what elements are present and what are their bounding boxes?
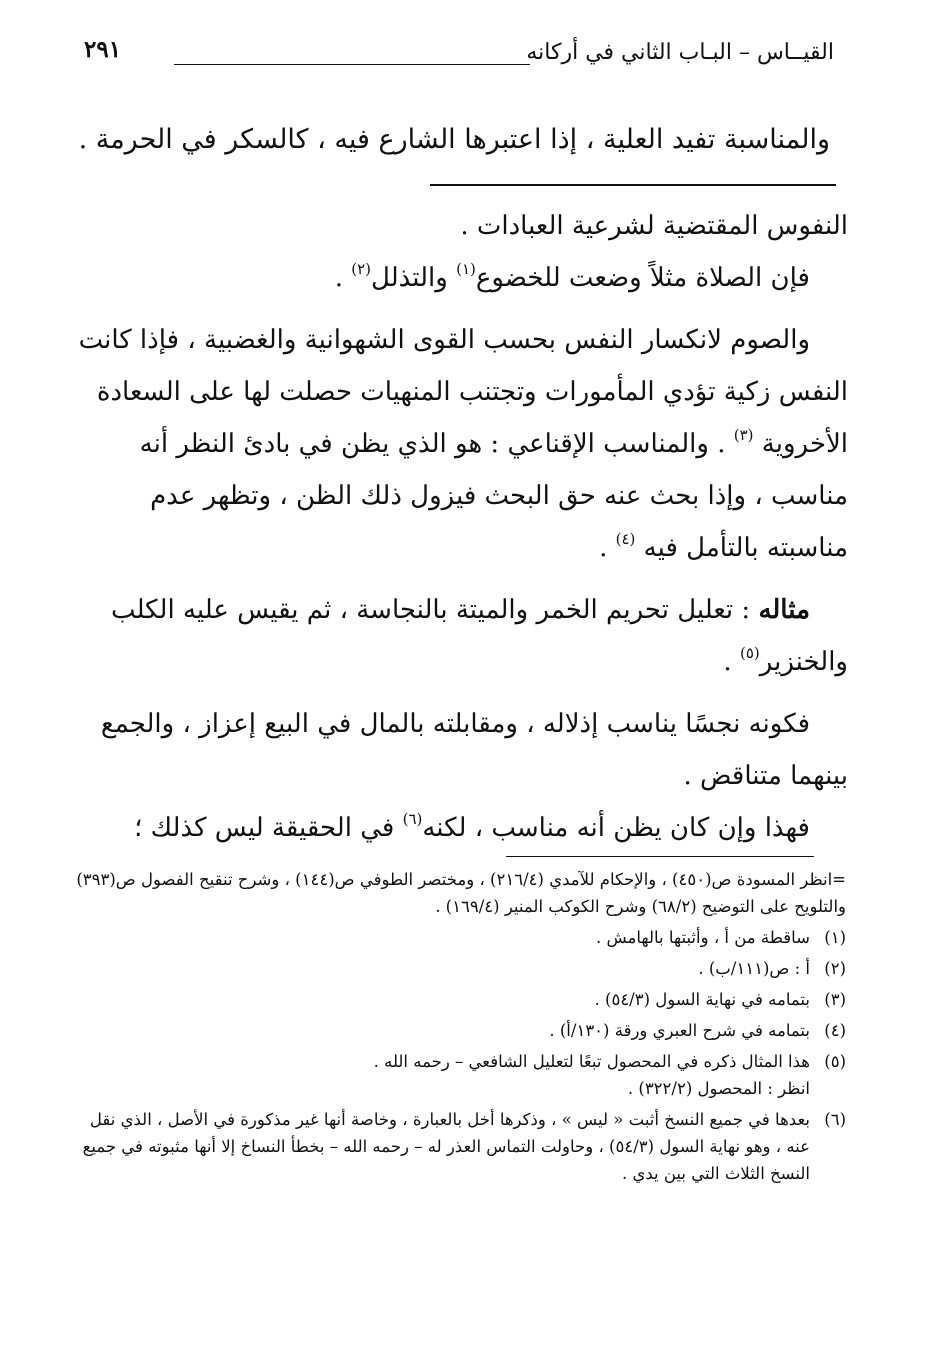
paragraph-2-text-b: والتذلل <box>371 263 457 293</box>
footnote-continuation: =انظر المسودة ص(٤٥٠) ، والإحكام للآمدي (٢١٦/٤) ، ومختصر الطوفي ص(١٤٤) ، وشرح تنقيح الفصول ص(٣٩٣) والتلويح على التوضيح (٦٨/٢) وشرح الكوكب المنير (١٦٩/٤) . <box>76 870 846 916</box>
footnote-ref-6[interactable]: (٦) <box>402 810 423 828</box>
footnote-text: أ : ص(١١١/ب) . <box>698 959 810 978</box>
footnote-mark: (٦) <box>824 1110 846 1129</box>
header-rule <box>174 64 530 65</box>
footnote-item-6 <box>76 1106 846 1187</box>
footnote-text: بتمامه في نهاية السول (٥٤/٣) . <box>594 990 810 1009</box>
footnote-item-4 <box>76 1017 846 1044</box>
footnote-item-1 <box>76 924 846 951</box>
footnote-ref-1[interactable]: (١) <box>456 260 476 278</box>
footnote-mark: (٤) <box>824 1021 846 1040</box>
paragraph-3-text-b: . والمناسب الإقناعي : هو الذي يظن في بادئ النظر أنه مناسب ، وإذا بحث عنه حق البحث فيزول ذلك الظن ، وتظهر عدم مناسبته بالتأمل فيه <box>139 429 848 563</box>
paragraph-4-text-a: : تعليل تحريم الخمر والميتة بالنجاسة ، ثم يقيس عليه الكلب والخنزير <box>111 595 848 677</box>
running-header-title: القيــاس – البـاب الثاني في أركانه <box>526 40 834 65</box>
footnote-item-5-continued <box>76 1075 846 1102</box>
main-text <box>78 200 848 854</box>
footnote-ref-2[interactable]: (٢) <box>351 260 371 278</box>
section-divider <box>430 184 836 186</box>
footnote-text: بتمامه في شرح العبري ورقة (١٣٠/أ) . <box>549 1021 810 1040</box>
paragraph-1: النفوس المقتضية لشرعية العبادات . <box>460 211 848 241</box>
paragraph-3-text-c: . <box>599 533 616 563</box>
footnote-mark: (١) <box>824 928 846 947</box>
paragraph-5: فكونه نجسًا يناسب إذلاله ، ومقابلته بالمال في البيع إعزاز ، والجمع بينهما متناقض . <box>100 709 848 791</box>
footnote-text: هذا المثال ذكره في المحصول تبعًا لتعليل الشافعي – رحمه الله . <box>373 1052 810 1071</box>
carryover-line: والمناسبة تفيد العلية ، إذا اعتبرها الشارع فيه ، كالسكر في الحرمة . <box>78 124 830 155</box>
footnote-rule <box>506 856 814 857</box>
footnote-mark <box>810 1075 846 1102</box>
paragraph-4 <box>78 584 848 688</box>
page-number: ٢٩١ <box>84 36 122 63</box>
footnote-text: بعدها في جميع النسخ أثبت « ليس » ، وذكرها أخل بالعبارة ، وخاصة أنها غير مذكورة في الأصل ، الذي نقل عنه ، وهو نهاية السول (٥٤/٣) ، وحاولت التماس العذر له – رحمه الله – بخطأ النساخ إلا أنها مثبوته في جميع النسخ الثلاث التي بين يدي . <box>82 1110 810 1183</box>
footnote-ref-5[interactable]: (٥) <box>739 644 760 662</box>
paragraph-3 <box>78 314 848 574</box>
footnotes <box>76 866 846 1187</box>
footnote-mark: (٥) <box>824 1052 846 1071</box>
footnote-item-5 <box>76 1048 846 1075</box>
paragraph-6-text-a: فهذا وإن كان يظن أنه مناسب ، لكنه <box>422 813 810 843</box>
footnote-mark: (٣) <box>824 990 846 1009</box>
paragraph-6 <box>78 802 848 854</box>
footnote-item-2 <box>76 955 846 982</box>
paragraph-6-text-b: في الحقيقة ليس كذلك ؛ <box>134 813 403 843</box>
example-label: مثاله <box>758 595 810 625</box>
paragraph-3-text-a: والصوم لانكسار النفس بحسب القوى الشهوانية والغضبية ، فإذا كانت النفس زكية تؤدي المأمورات وتجتنب المنهيات حصلت لها على السعادة الأخروية <box>78 325 848 459</box>
footnote-item-3 <box>76 986 846 1013</box>
paragraph-4-text-b: . <box>723 647 740 677</box>
footnote-ref-3[interactable]: (٣) <box>733 426 754 444</box>
footnote-text: انظر : المحصول (٣٢٢/٢) . <box>627 1079 810 1098</box>
paragraph-2 <box>78 252 848 304</box>
footnote-ref-4[interactable]: (٤) <box>615 530 636 548</box>
footnote-text: ساقطة من أ ، وأثبتها بالهامش . <box>595 928 810 947</box>
paragraph-2-text-c: . <box>334 263 352 293</box>
footnote-mark: (٢) <box>824 959 846 978</box>
paragraph-2-text-a: فإن الصلاة مثلاً وضعت للخضوع <box>475 263 810 293</box>
